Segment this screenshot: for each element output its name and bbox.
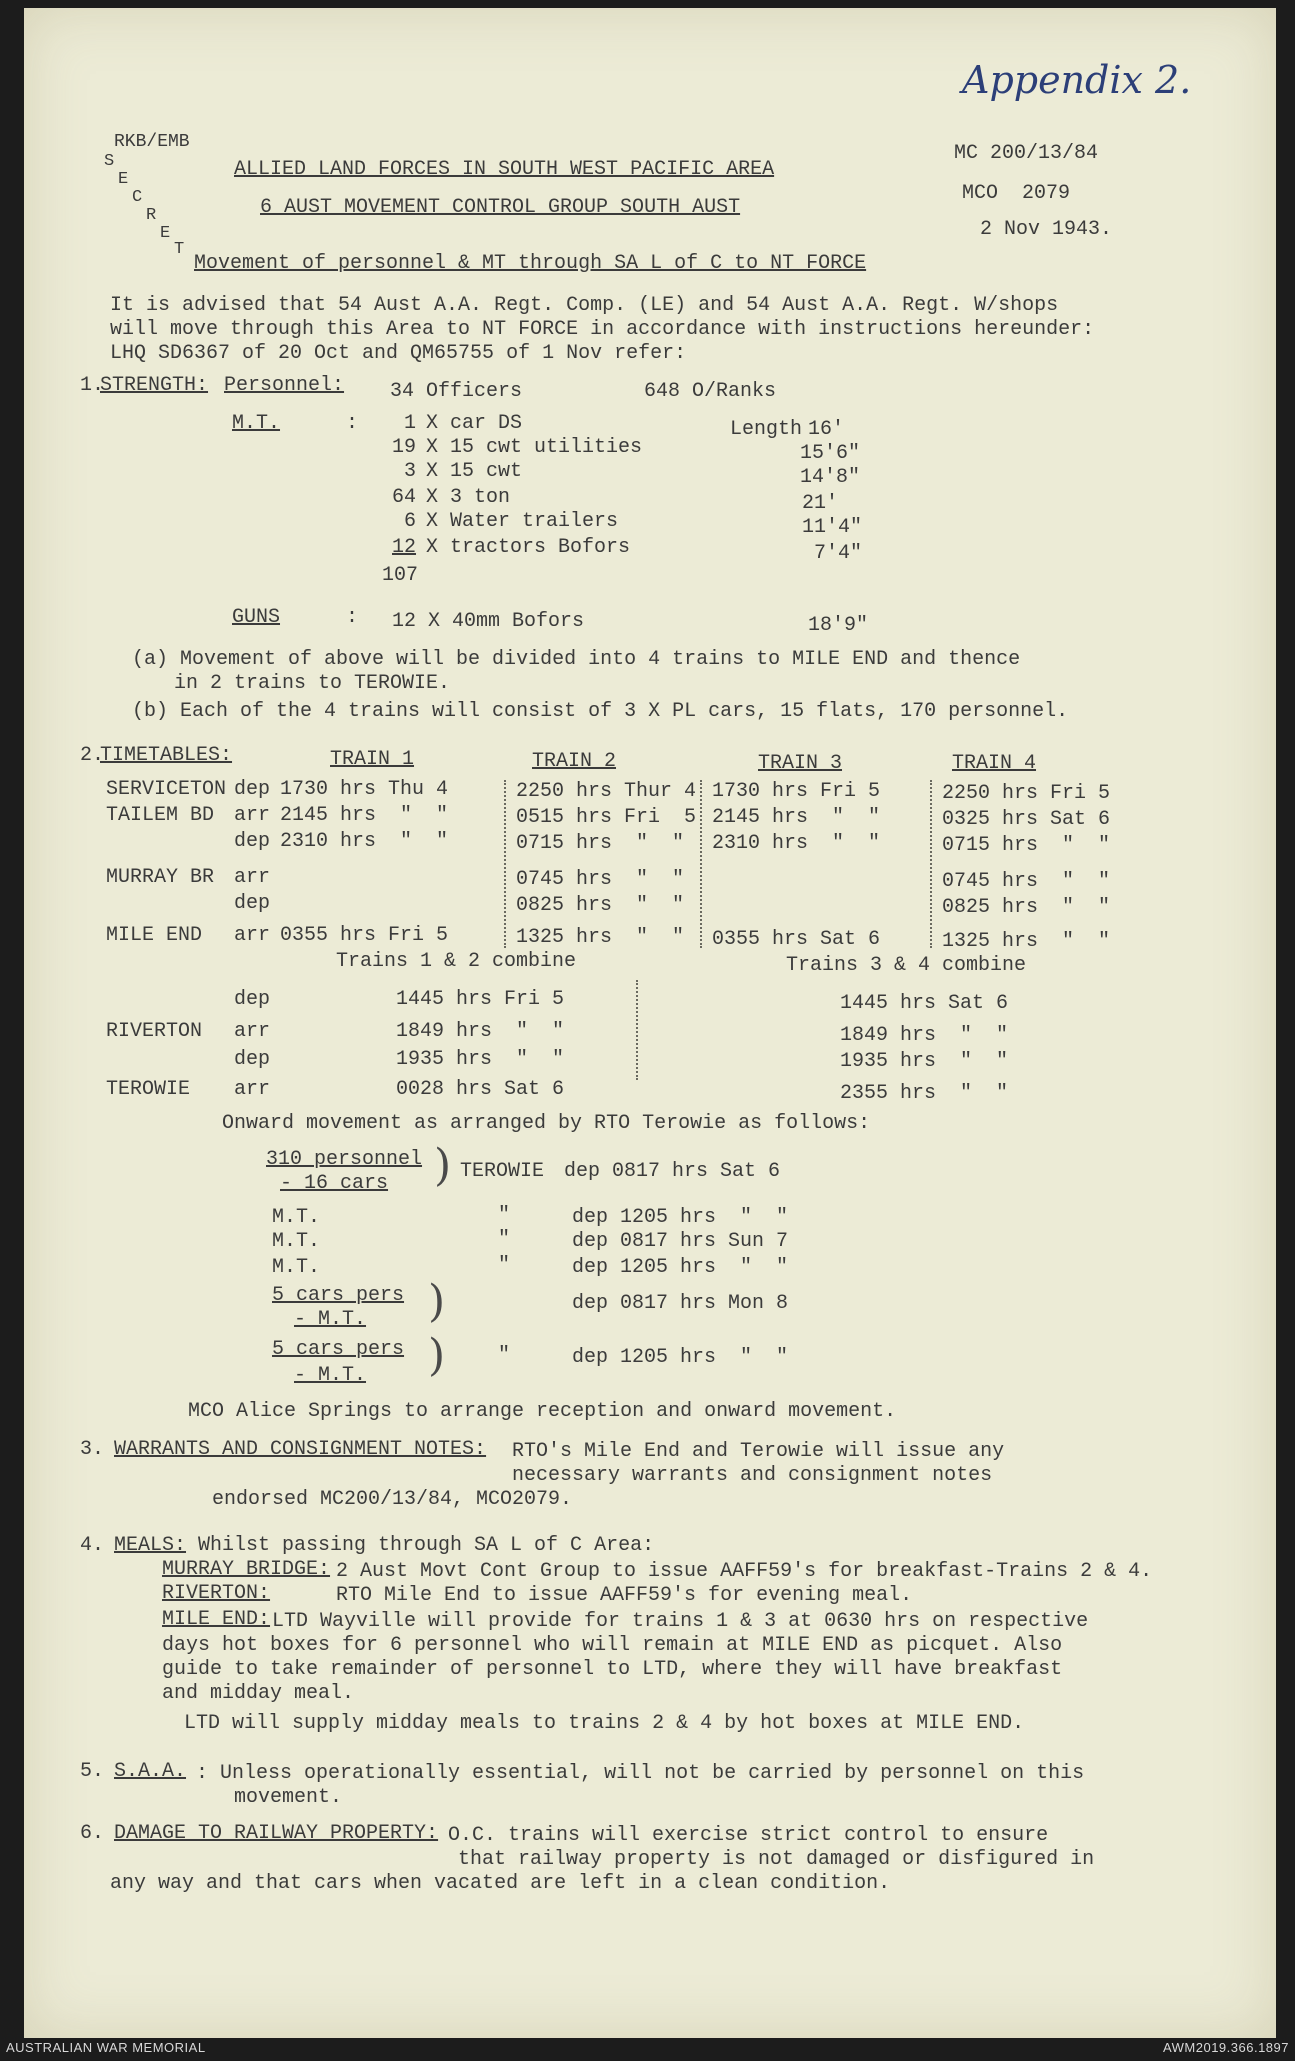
note-b-line: (b) Each of the 4 trains will consist of 3 X PL cars, 15 flats, 170 personnel. (132, 700, 1069, 723)
onward-place: " (498, 1344, 511, 1367)
vehicle-desc: X Water trailers (426, 510, 619, 533)
train-4-time: 0745 hrs " " (942, 870, 1111, 893)
vehicle-count: 12 (392, 536, 417, 559)
damage-line-1: O.C. trains will exercise strict control to ensure (448, 1824, 1049, 1847)
damage-line-3: any way and that cars when vacated are left in a clean condition. (110, 1872, 891, 1895)
arr-dep-type: dep (234, 1048, 271, 1071)
section-3-number: 3. (80, 1438, 105, 1461)
onward-what: M.T. (272, 1256, 321, 1279)
intro-line-1: It is advised that 54 Aust A.A. Regt. Comp. (LE) and 54 Aust A.A. Regt. W/shops (110, 294, 1059, 317)
vehicle-length: 15'6" (800, 442, 861, 465)
station-name: RIVERTON (106, 1020, 203, 1043)
onward-time: dep 1205 hrs " " (572, 1206, 789, 1229)
arr-dep-type: arr (234, 1020, 271, 1043)
combined-time-b: 1849 hrs " " (840, 1024, 1009, 1047)
vehicle-length: 21' (802, 492, 839, 515)
secret-s: S (104, 152, 115, 171)
officers-count: 34 Officers (390, 380, 523, 403)
personnel-label: Personnel: (224, 374, 345, 397)
brace: ) (428, 1276, 446, 1327)
train-4-time: 0825 hrs " " (942, 896, 1111, 919)
section-6-number: 6. (80, 1822, 105, 1845)
secret-e: E (118, 170, 129, 189)
mt-colon: : (346, 412, 359, 435)
onward-what-2: - 16 cars (280, 1172, 389, 1195)
document-page (24, 8, 1276, 2038)
section-2-heading: TIMETABLES: (100, 744, 233, 767)
vehicle-desc: X car DS (426, 412, 523, 435)
vehicle-length: 7'4" (814, 542, 863, 565)
vehicle-length: 14'8" (800, 466, 861, 489)
column-divider (700, 780, 702, 948)
vehicle-count: 1 (404, 412, 417, 435)
train-4-time: 1325 hrs " " (942, 930, 1111, 953)
arr-dep-type: dep (234, 892, 271, 915)
murray-bridge-label: MURRAY BRIDGE: (162, 1558, 331, 1581)
train-1-time: 0355 hrs Fri 5 (280, 924, 449, 947)
column-divider (930, 780, 932, 948)
secret-c: C (132, 188, 143, 207)
train-4-time: 2250 hrs Fri 5 (942, 782, 1111, 805)
warrants-line-3: endorsed MC200/13/84, MCO2079. (212, 1488, 573, 1511)
note-a-line-1: (a) Movement of above will be divided into 4 trains to MILE END and thence (132, 648, 1021, 671)
ltd-meals-text: LTD will supply midday meals to trains 2 & 4 by hot boxes at MILE END. (184, 1712, 1025, 1735)
secret-r: R (146, 206, 157, 225)
train-3-header: TRAIN 3 (758, 752, 843, 775)
brace: ) (428, 1330, 446, 1381)
onward-what: M.T. (272, 1206, 321, 1229)
combined-time-b: 1445 hrs Sat 6 (840, 992, 1009, 1015)
onward-place: " (498, 1228, 511, 1251)
riverton-text: RTO Mile End to issue AAFF59's for evening meal. (336, 1584, 913, 1607)
arr-dep-type: arr (234, 804, 271, 827)
station-name: TEROWIE (106, 1078, 191, 1101)
footer-accession-number: AWM2019.366.1897 (1162, 2040, 1289, 2055)
arr-dep-type: arr (234, 924, 271, 947)
vehicle-count: 6 (404, 510, 417, 533)
brace: ) (434, 1140, 452, 1191)
train-1-time: 1730 hrs Thu 4 (280, 778, 449, 801)
train-3-time: 2310 hrs " " (712, 832, 881, 855)
combine-trains-1-2: Trains 1 & 2 combine (336, 950, 577, 973)
onward-what: 5 cars pers (272, 1284, 405, 1307)
onward-place: TEROWIE (460, 1160, 545, 1183)
train-1-time: 2145 hrs " " (280, 804, 449, 827)
vehicle-desc: X 15 cwt (426, 460, 523, 483)
riverton-label: RIVERTON: (162, 1582, 271, 1605)
mile-end-text-2: days hot boxes for 6 personnel who will remain at MILE END as picquet. Also (162, 1634, 1063, 1657)
warrants-line-1: RTO's Mile End and Terowie will issue any (512, 1440, 1005, 1463)
train-1-header: TRAIN 1 (330, 748, 415, 771)
vehicle-total: 107 (382, 564, 419, 587)
mco-number: MCO 2079 (962, 182, 1071, 205)
train-3-time: 2145 hrs " " (712, 806, 881, 829)
vehicle-desc: X 15 cwt utilities (426, 436, 643, 459)
onward-time: dep 0817 hrs Mon 8 (572, 1292, 789, 1315)
section-5-number: 5. (80, 1760, 105, 1783)
other-ranks-count: 648 O/Ranks (644, 380, 777, 403)
document-date: 2 Nov 1943. (980, 218, 1113, 241)
arr-dep-type: dep (234, 830, 271, 853)
onward-time: dep 0817 hrs Sat 6 (564, 1160, 781, 1183)
mile-end-text-3: guide to take remainder of personnel to LTD, where they will have breakfast (162, 1658, 1063, 1681)
arr-dep-type: dep (234, 778, 271, 801)
org-line-2: 6 AUST MOVEMENT CONTROL GROUP SOUTH AUST (260, 196, 741, 219)
train-4-header: TRAIN 4 (952, 752, 1037, 775)
combined-time-b: 2355 hrs " " (840, 1082, 1009, 1105)
intro-line-3: LHQ SD6367 of 20 Oct and QM65755 of 1 Nov refer: (110, 342, 687, 365)
ref-initials: RKB/EMB (114, 132, 190, 152)
train-2-time: 0825 hrs " " (516, 894, 685, 917)
train-2-time: 0745 hrs " " (516, 868, 685, 891)
onward-what-2: - M.T. (294, 1364, 367, 1387)
station-name: TAILEM BD (106, 804, 215, 827)
mco-note: MCO Alice Springs to arrange reception and onward movement. (188, 1400, 897, 1423)
column-divider (504, 780, 506, 948)
onward-what: 310 personnel (266, 1148, 423, 1171)
damage-line-2: that railway property is not damaged or disfigured in (458, 1848, 1095, 1871)
intro-line-2: will move through this Area to NT FORCE in accordance with instructions hereunder: (110, 318, 1095, 341)
train-2-header: TRAIN 2 (532, 750, 617, 773)
mile-end-text-4: and midday meal. (162, 1682, 355, 1705)
section-2-number: 2. (80, 744, 105, 767)
onward-time: dep 0817 hrs Sun 7 (572, 1230, 789, 1253)
onward-what-2: - M.T. (294, 1308, 367, 1331)
section-4-number: 4. (80, 1534, 105, 1557)
guns-desc: 12 X 40mm Bofors (392, 610, 585, 633)
train-2-time: 1325 hrs " " (516, 926, 685, 949)
guns-colon: : (346, 606, 359, 629)
station-name: MURRAY BR (106, 866, 215, 889)
arr-dep-type: arr (234, 1078, 271, 1101)
train-2-time: 0515 hrs Fri 5 (516, 806, 697, 829)
mile-end-label: MILE END: (162, 1608, 271, 1631)
train-2-time: 2250 hrs Thur 4 (516, 780, 697, 803)
column-divider (636, 980, 638, 1080)
train-3-time: 0355 hrs Sat 6 (712, 928, 881, 951)
station-name: MILE END (106, 924, 203, 947)
train-4-time: 0325 hrs Sat 6 (942, 808, 1111, 831)
train-3-time: 1730 hrs Fri 5 (712, 780, 881, 803)
vehicle-count: 64 (392, 486, 417, 509)
secret-t: T (174, 240, 185, 259)
section-3-heading: WARRANTS AND CONSIGNMENT NOTES: (114, 1438, 487, 1461)
station-name: SERVICETON (106, 778, 227, 801)
meals-intro: Whilst passing through SA L of C Area: (198, 1534, 655, 1557)
vehicle-desc: X tractors Bofors (426, 536, 631, 559)
combined-time-b: 1935 hrs " " (840, 1050, 1009, 1073)
onward-intro: Onward movement as arranged by RTO Terowie as follows: (222, 1112, 871, 1135)
section-6-heading: DAMAGE TO RAILWAY PROPERTY: (114, 1822, 439, 1845)
arr-dep-type: arr (234, 866, 271, 889)
vehicle-length: 11'4" (802, 516, 863, 539)
section-1-number: 1. (80, 374, 105, 397)
saa-line-1: : Unless operationally essential, will not be carried by personnel on this (196, 1762, 1085, 1785)
train-2-time: 0715 hrs " " (516, 832, 685, 855)
onward-what: M.T. (272, 1230, 321, 1253)
length-label: Length (730, 418, 803, 441)
combined-time-a: 1935 hrs " " (396, 1048, 565, 1071)
mile-end-text-1: LTD Wayville will provide for trains 1 & 3 at 0630 hrs on respective (272, 1610, 1089, 1633)
combined-time-a: 1445 hrs Fri 5 (396, 988, 565, 1011)
onward-time: dep 1205 hrs " " (572, 1256, 789, 1279)
vehicle-length: 16' (808, 418, 845, 441)
handwritten-annotation: Appendix 2. (962, 58, 1192, 102)
warrants-line-2: necessary warrants and consignment notes (512, 1464, 993, 1487)
guns-length: 18'9" (808, 614, 869, 637)
vehicle-count: 19 (392, 436, 417, 459)
secret-e2: E (160, 224, 171, 243)
subject-line: Movement of personnel & MT through SA L of C to NT FORCE (194, 252, 867, 275)
footer-institution: AUSTRALIAN WAR MEMORIAL (6, 2040, 206, 2055)
combined-time-a: 0028 hrs Sat 6 (396, 1078, 565, 1101)
note-a-line-2: in 2 trains to TEROWIE. (174, 672, 451, 695)
section-1-heading: STRENGTH: (100, 374, 209, 397)
murray-bridge-text: 2 Aust Movt Cont Group to issue AAFF59's for breakfast-Trains 2 & 4. (336, 1560, 1153, 1583)
saa-line-2: movement. (234, 1786, 343, 1809)
onward-what: 5 cars pers (272, 1338, 405, 1361)
combined-time-a: 1849 hrs " " (396, 1020, 565, 1043)
org-line-1: ALLIED LAND FORCES IN SOUTH WEST PACIFIC AREA (234, 158, 775, 181)
combine-trains-3-4: Trains 3 & 4 combine (786, 954, 1027, 977)
mt-label: M.T. (232, 412, 281, 435)
train-1-time: 2310 hrs " " (280, 830, 449, 853)
onward-place: " (498, 1254, 511, 1277)
onward-place: " (498, 1204, 511, 1227)
onward-time: dep 1205 hrs " " (572, 1346, 789, 1369)
train-4-time: 0715 hrs " " (942, 834, 1111, 857)
vehicle-desc: X 3 ton (426, 486, 511, 509)
vehicle-count: 3 (404, 460, 417, 483)
reference-number: MC 200/13/84 (954, 142, 1099, 165)
section-4-heading: MEALS: (114, 1534, 187, 1557)
section-5-heading: S.A.A. (114, 1760, 187, 1783)
guns-label: GUNS (232, 606, 281, 629)
arr-dep-type: dep (234, 988, 271, 1011)
